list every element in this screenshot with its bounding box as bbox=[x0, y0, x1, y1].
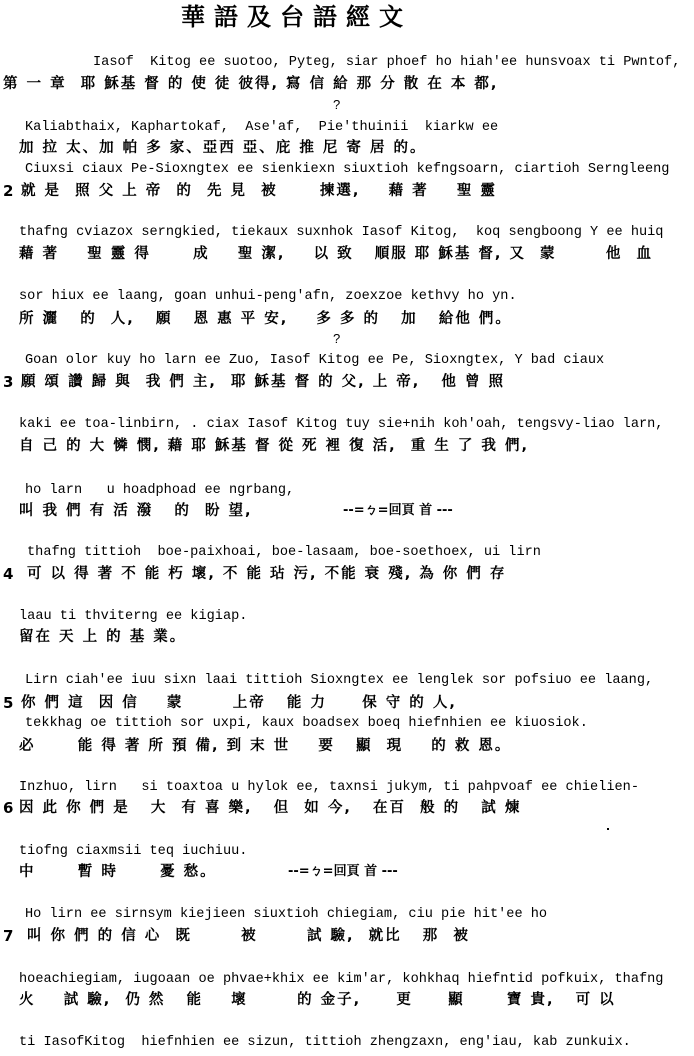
romanized-line: Goan olor kuy ho larn ee Zuo, Iasof Kitog ee Pe, Sioxngtex, Y bad ciaux bbox=[25, 353, 605, 368]
romanized-line: laau ti thviterng ee kigiap. bbox=[19, 609, 248, 624]
romanized-line: Lirn ciah'ee iuu sixn laai tittioh Sioxngtex ee lenglek sor pofsiuo ee laang, bbox=[25, 673, 654, 688]
romanized-line: sor hiux ee laang, goan unhui-peng'afn, zoexzoe kethvy ho yn. bbox=[19, 289, 517, 304]
romanized-line: thafng cviazox serngkied, tiekaux suxnhok Iasof Kitog, koq sengboong Y ee huiq bbox=[19, 225, 664, 240]
unknown-glyph-mark: ? bbox=[333, 97, 341, 112]
chinese-line: 留在 天 上 的 基 業。 bbox=[19, 629, 187, 645]
back-to-top-link[interactable]: --=ㄅ=回頁 首 --- bbox=[288, 864, 398, 879]
chinese-line: 所 灑 的 人, 願 恩 惠 平 安, 多 多 的 加 給他 們。 bbox=[19, 311, 512, 327]
unknown-glyph-mark: ? bbox=[333, 331, 341, 346]
chinese-line: 中 暫 時 憂 愁。 bbox=[19, 864, 217, 880]
romanized-line: Iasof Kitog ee suotoo, Pyteg, siar phoef ho hiah'ee hunsvoax ti Pwntof, bbox=[93, 55, 681, 70]
romanized-line: thafng tittioh boe-paixhoai, boe-lasaam, boe-soethoex, ui lirn bbox=[27, 545, 541, 560]
back-to-top-link[interactable]: --=ㄅ=回頁 首 --- bbox=[343, 503, 453, 518]
chinese-line: 就 是 照 父 上 帝 的 先 見 被 揀選, 藉 著 聖 靈 bbox=[21, 183, 497, 199]
chinese-line: 藉 著 聖 靈 得 成 聖 潔, 以 致 順服 耶 穌基 督, 又 蒙 他 血 bbox=[19, 246, 653, 262]
romanized-line: kaki ee toa-linbirn, . ciax Iasof Kitog tuy sie+nih koh'oah, tengsvy-liao larn, bbox=[19, 417, 664, 432]
romanized-line: tekkhag oe tittioh sor uxpi, kaux boadsex boeq hiefnhien ee kiuosiok. bbox=[25, 716, 588, 731]
chinese-line: 叫 你 們 的 信 心 既 被 試 驗, 就比 那 被 bbox=[27, 928, 470, 944]
chinese-line: 你 們 這 因 信 蒙 上帝 能 力 保 守 的 人, bbox=[21, 695, 457, 711]
romanized-line: ti IasofKitog hiefnhien ee sizun, tittioh zhengzaxn, eng'iau, kab zunkuix. bbox=[19, 1035, 631, 1050]
romanized-line: ho larn u hoadphoad ee ngrbang, bbox=[25, 483, 295, 498]
romanized-line: Ho lirn ee sirnsym kiejieen siuxtioh chiegiam, ciu pie hit'ee ho bbox=[25, 907, 548, 922]
verse-number: 7 bbox=[3, 927, 14, 945]
chinese-line: 加 拉 太、加 帕 多 家、亞西 亞、庇 推 尼 寄 居 的。 bbox=[19, 140, 427, 156]
verse-number: 5 bbox=[3, 694, 14, 712]
verse-number: 6 bbox=[3, 799, 14, 817]
romanized-line: hoeachiegiam, iugoaan oe phvae+khix ee kim'ar, kohkhaq hiefntid pofkuix, thafng bbox=[19, 972, 664, 987]
chinese-line: 可 以 得 著 不 能 朽 壞, 不 能 玷 污, 不能 衰 殘, 為 你 們 存 bbox=[27, 566, 507, 582]
chinese-line: 必 能 得 著 所 預 備, 到 末 世 要 顯 現 的 救 恩。 bbox=[19, 738, 512, 754]
chinese-line: 火 試 驗, 仍 然 能 壞 的 金子, 更 顯 寶 貴, 可 以 bbox=[19, 992, 616, 1008]
scan-speck bbox=[607, 828, 609, 830]
chinese-line: 第 一 章 耶 穌基 督 的 使 徒 彼得, 寫 信 給 那 分 散 在 本 都, bbox=[3, 76, 499, 92]
chinese-line: 因 此 你 們 是 大 有 喜 樂, 但 如 今, 在百 般 的 試 煉 bbox=[19, 800, 522, 816]
romanized-line: tiofng ciaxmsii teq iuchiuu. bbox=[19, 844, 248, 859]
verse-number: 4 bbox=[3, 565, 14, 583]
page-title: 華語及台語經文 bbox=[181, 2, 412, 31]
chinese-line: 自 己 的 大 憐 憫, 藉 耶 穌基 督 從 死 裡 復 活, 重 生 了 我 們, bbox=[19, 438, 529, 454]
romanized-line: Ciuxsi ciaux Pe-Sioxngtex ee sienkiexn siuxtioh kefngsoarn, ciartioh Serngleeng bbox=[25, 162, 670, 177]
verse-number: 2 bbox=[3, 182, 14, 200]
verse-number: 3 bbox=[3, 373, 14, 391]
chinese-line: 願 頌 讚 歸 與 我 們 主, 耶 穌基 督 的 父, 上 帝, 他 曾 照 bbox=[21, 374, 506, 390]
chinese-line: 叫 我 們 有 活 潑 的 盼 望, bbox=[19, 503, 253, 519]
romanized-line: Inzhuo, lirn si toaxtoa u hylok ee, taxnsi jukym, ti pahpvoaf ee chielien- bbox=[19, 780, 639, 795]
romanized-line: Kaliabthaix, Kaphartokaf, Ase'af, Pie'thuinii kiarkw ee bbox=[25, 120, 499, 135]
